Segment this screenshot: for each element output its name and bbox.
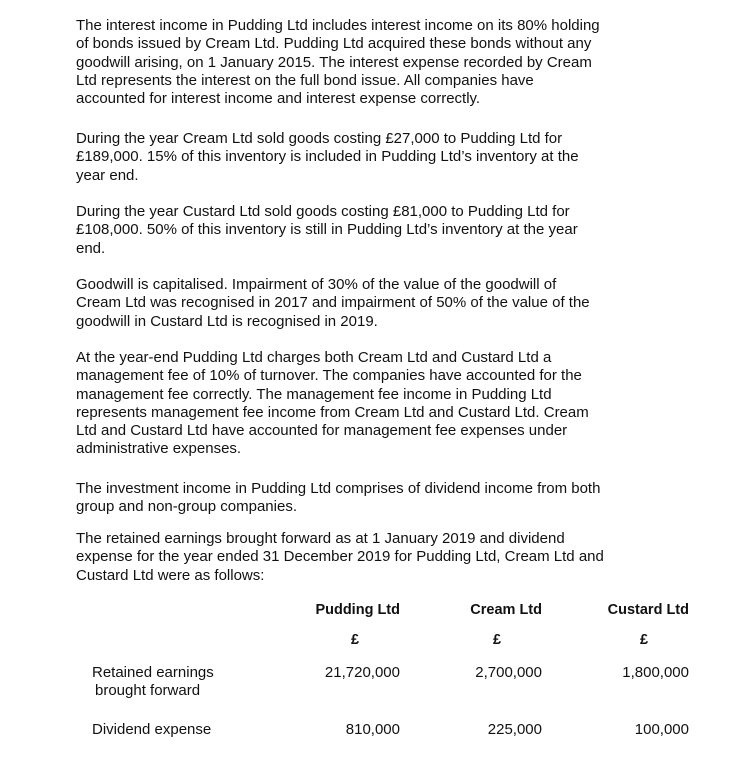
text-line: goodwill in Custard Ltd is recognised in 2019. bbox=[76, 312, 378, 330]
value-cell: 810,000 bbox=[345, 721, 400, 738]
text-line: The interest income in Pudding Ltd includes interest income on its 80% holding bbox=[76, 17, 600, 34]
text-line: £189,000. 15% of this inventory is included in Pudding Ltd’s inventory at the bbox=[76, 148, 579, 166]
col-header-cream: Cream Ltd bbox=[470, 602, 542, 618]
paragraph bbox=[76, 480, 736, 517]
paragraph bbox=[76, 530, 736, 585]
paragraph bbox=[76, 130, 736, 185]
value-cell: 21,720,000 bbox=[324, 664, 400, 681]
text-line: of bonds issued by Cream Ltd. Pudding Ltd acquired these bonds without any bbox=[76, 35, 592, 53]
text-line: Goodwill is capitalised. Impairment of 30% of the value of the goodwill of bbox=[76, 276, 557, 293]
value-cell: 225,000 bbox=[487, 721, 542, 738]
text-line: accounted for interest income and interest expense correctly. bbox=[76, 90, 481, 108]
col-header-pudding: Pudding Ltd bbox=[315, 602, 400, 618]
paragraph bbox=[76, 17, 736, 108]
text-line: At the year-end Pudding Ltd charges both Cream Ltd and Custard Ltd a bbox=[76, 349, 552, 366]
text-line: expense for the year ended 31 December 2019 for Pudding Ltd, Cream Ltd and bbox=[76, 548, 604, 566]
text-line: represents management fee income from Cream Ltd and Custard Ltd. Cream bbox=[76, 403, 589, 421]
currency-pudding: £ bbox=[351, 632, 360, 648]
paragraph bbox=[76, 276, 736, 331]
text-line: Ltd represents the interest on the full bond issue. All companies have bbox=[76, 71, 534, 89]
paragraph bbox=[76, 203, 736, 258]
value-cell: 2,700,000 bbox=[475, 664, 542, 681]
col-header-custard: Custard Ltd bbox=[607, 602, 689, 618]
text-line: The retained earnings brought forward as at 1 January 2019 and dividend bbox=[76, 530, 565, 547]
text-line: Ltd and Custard Ltd have accounted for management fee expenses under bbox=[76, 422, 568, 440]
text-line: group and non-group companies. bbox=[76, 498, 297, 516]
row-label-dividend-expense: Dividend expense bbox=[92, 721, 212, 738]
text-line: management fee of 10% of turnover. The companies have accounted for the bbox=[76, 367, 582, 385]
value-cell: 1,800,000 bbox=[622, 664, 689, 681]
text-line: Cream Ltd was recognised in 2017 and impairment of 50% of the value of the bbox=[76, 294, 590, 312]
row-label-retained-earnings-2: brought forward bbox=[95, 682, 201, 699]
row-label-retained-earnings: Retained earnings bbox=[92, 664, 214, 681]
value-cell: 100,000 bbox=[634, 721, 689, 738]
text-line: The investment income in Pudding Ltd comprises of dividend income from both bbox=[76, 480, 601, 497]
text-line: year end. bbox=[76, 166, 139, 184]
text-line: During the year Cream Ltd sold goods costing £27,000 to Pudding Ltd for bbox=[76, 130, 563, 147]
text-line: goodwill arising, on 1 January 2015. The interest expense recorded by Cream bbox=[76, 53, 592, 71]
text-line: management fee correctly. The management fee income in Pudding Ltd bbox=[76, 385, 552, 403]
paragraph bbox=[76, 349, 736, 459]
text-line: administrative expenses. bbox=[76, 440, 242, 458]
currency-custard: £ bbox=[640, 632, 649, 648]
text-line: £108,000. 50% of this inventory is still in Pudding Ltd’s inventory at the year bbox=[76, 221, 578, 239]
currency-cream: £ bbox=[493, 632, 502, 648]
text-line: Custard Ltd were as follows: bbox=[76, 566, 265, 584]
text-line: end. bbox=[76, 239, 106, 257]
text-line: During the year Custard Ltd sold goods costing £81,000 to Pudding Ltd for bbox=[76, 203, 570, 220]
